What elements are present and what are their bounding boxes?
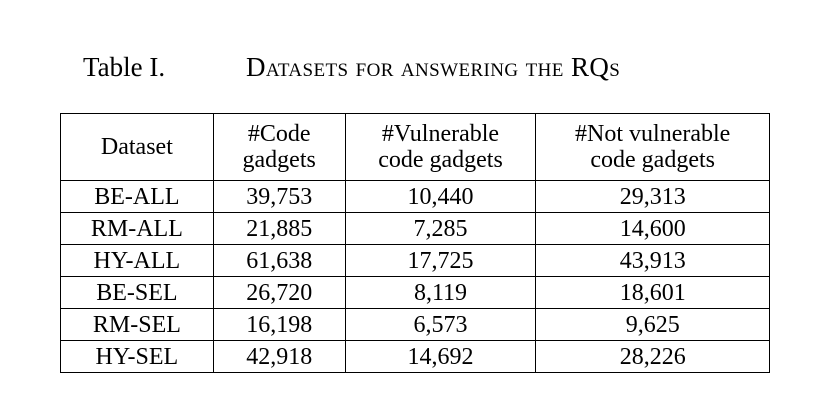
not-vulnerable-cell: 14,600 — [536, 213, 770, 245]
dataset-cell: RM-ALL — [61, 213, 214, 245]
code-gadgets-cell: 26,720 — [213, 277, 345, 309]
header-dataset: Dataset — [61, 114, 214, 181]
vulnerable-cell: 10,440 — [345, 181, 536, 213]
code-gadgets-cell: 42,918 — [213, 341, 345, 373]
not-vulnerable-cell: 29,313 — [536, 181, 770, 213]
caption-label: Table I. — [83, 52, 166, 82]
table-row — [61, 309, 770, 341]
table-row — [61, 181, 770, 213]
vulnerable-cell: 6,573 — [345, 309, 536, 341]
header-vulnerable-code-gadgets: #Vulnerable code gadgets — [345, 114, 536, 181]
not-vulnerable-cell: 18,601 — [536, 277, 770, 309]
header-row — [61, 114, 770, 181]
dataset-cell: BE-SEL — [61, 277, 214, 309]
not-vulnerable-cell: 9,625 — [536, 309, 770, 341]
code-gadgets-cell: 16,198 — [213, 309, 345, 341]
vulnerable-cell: 14,692 — [345, 341, 536, 373]
table-row — [61, 341, 770, 373]
table-row — [61, 213, 770, 245]
vulnerable-cell: 8,119 — [345, 277, 536, 309]
vulnerable-cell: 7,285 — [345, 213, 536, 245]
dataset-cell: HY-SEL — [61, 341, 214, 373]
table-caption — [0, 50, 815, 84]
not-vulnerable-cell: 28,226 — [536, 341, 770, 373]
dataset-cell: RM-SEL — [61, 309, 214, 341]
dataset-cell: HY-ALL — [61, 245, 214, 277]
dataset-cell: BE-ALL — [61, 181, 214, 213]
header-code-gadgets: #Code gadgets — [213, 114, 345, 181]
table-row — [61, 245, 770, 277]
code-gadgets-cell: 61,638 — [213, 245, 345, 277]
table-row — [61, 277, 770, 309]
code-gadgets-cell: 39,753 — [213, 181, 345, 213]
header-not-vulnerable-code-gadgets: #Not vulnerable code gadgets — [536, 114, 770, 181]
code-gadgets-cell: 21,885 — [213, 213, 345, 245]
vulnerable-cell: 17,725 — [345, 245, 536, 277]
datasets-table — [60, 113, 770, 373]
caption-title: Datasets for answering the RQs — [246, 52, 621, 82]
not-vulnerable-cell: 43,913 — [536, 245, 770, 277]
